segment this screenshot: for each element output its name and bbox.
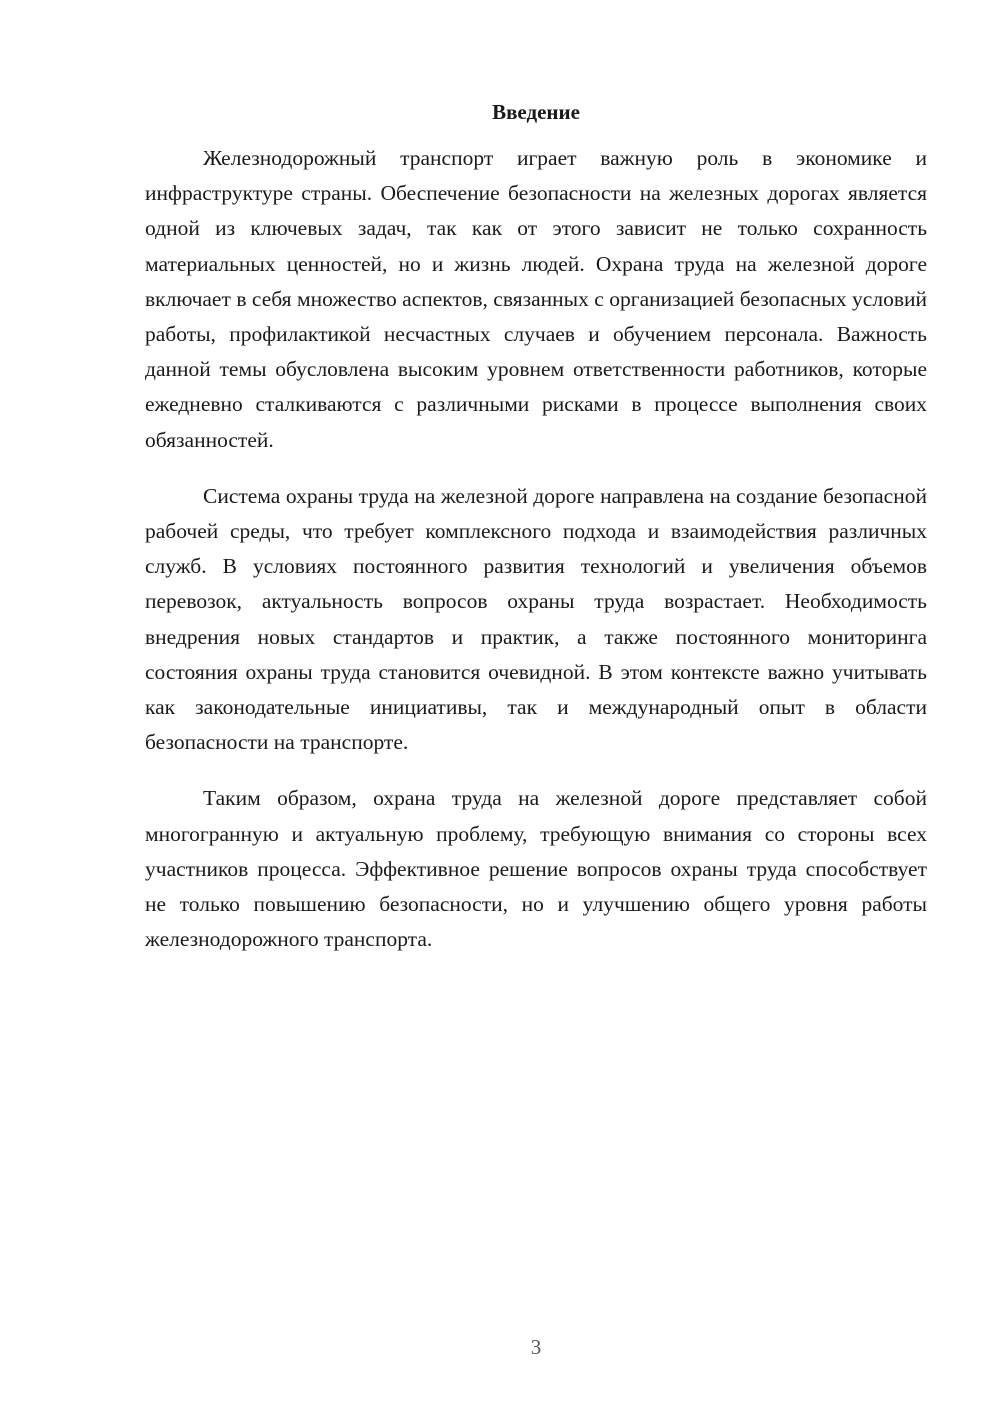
page-number: 3	[530, 1335, 542, 1359]
page-title: Введение	[492, 100, 580, 124]
body-text	[145, 141, 927, 978]
paragraph-1: Железнодорожный транспорт играет важную роль в экономике и инфраструктуре страны. Обеспечение безопасности на железных дорогах является одной из ключевых задач, так как от этого зависит не только сохранность материальных ценностей, но и жизнь людей. Охрана труда на железной дороге включает в себя множество аспектов, связанных с организацией безопасных условий работы, профилактикой несчастных случаев и обучением персонала. Важность данной темы обусловлена высоким уровнем ответственности работников, которые ежедневно сталкиваются с различными рисками в процессе выполнения своих обязанностей.	[145, 146, 927, 452]
paragraph-3: Таким образом, охрана труда на железной дороге представляет собой многогранную и актуальную проблему, требующую внимания со стороны всех участников процесса. Эффективное решение вопросов охраны труда способствует не только повышению безопасности, но и улучшению общего уровня работы железнодорожного транспорта.	[145, 786, 927, 952]
paragraph-2: Система охраны труда на железной дороге направлена на создание безопасной рабочей среды, что требует комплексного подхода и взаимодействия различных служб. В условиях постоянного развития технологий и увеличения объемов перевозок, актуальность вопросов охраны труда возрастает. Необходимость внедрения новых стандартов и практик, а также постоянного мониторинга состояния охраны труда становится очевидной. В этом контексте важно учитывать как законодательные инициативы, так и международный опыт в области безопасности на транспорте.	[145, 483, 927, 755]
